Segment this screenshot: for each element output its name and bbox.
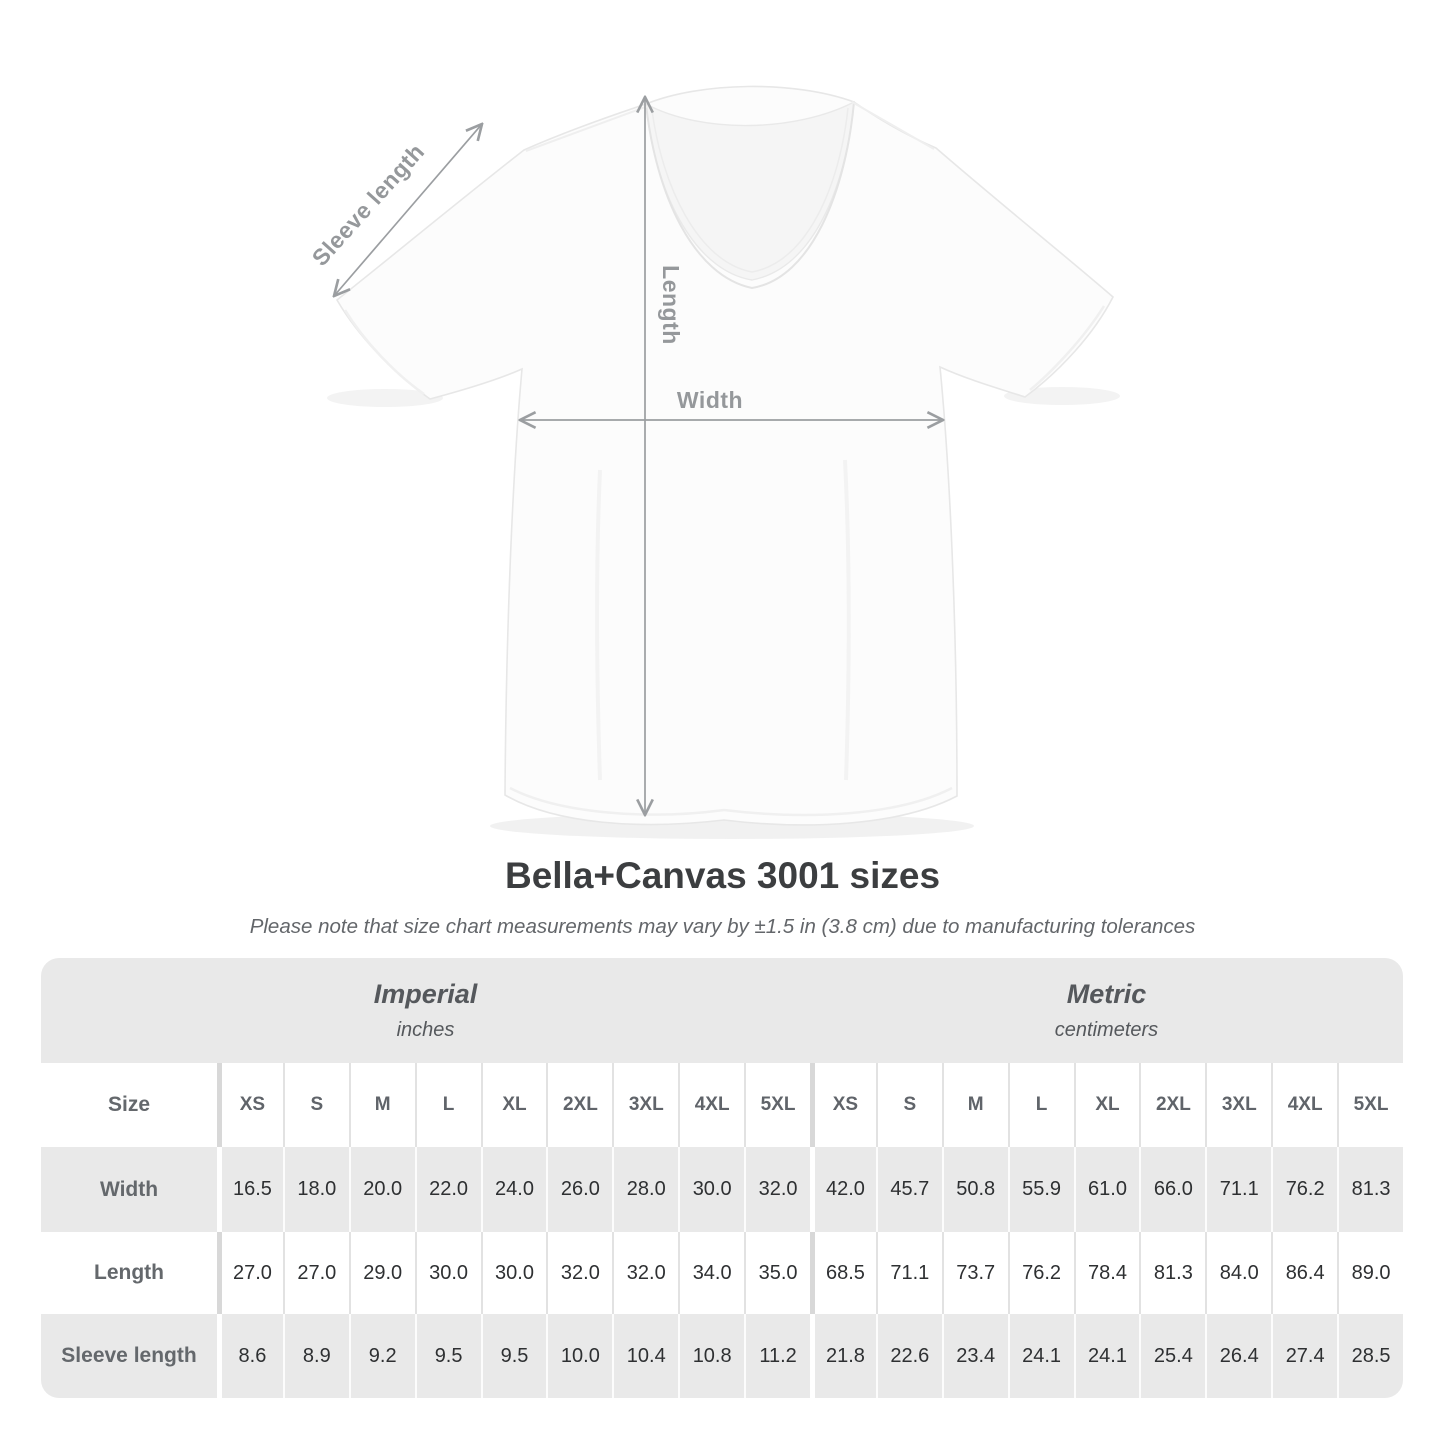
size-table (41, 958, 1403, 1398)
size-column-header: 3XL (612, 1063, 678, 1147)
value-cell: 26.4 (1205, 1314, 1271, 1398)
value-cell: 10.4 (612, 1314, 678, 1398)
value-cell: 10.0 (546, 1314, 612, 1398)
size-column-header: 2XL (1139, 1063, 1205, 1147)
value-cell: 21.8 (810, 1314, 876, 1398)
value-cell: 27.0 (217, 1232, 283, 1314)
value-cell: 50.8 (942, 1147, 1008, 1232)
length-label: Length (658, 265, 684, 345)
value-cell: 71.1 (1205, 1147, 1271, 1232)
value-cell: 22.0 (415, 1147, 481, 1232)
size-column-header: 3XL (1205, 1063, 1271, 1147)
value-cell: 32.0 (612, 1232, 678, 1314)
width-label: Width (676, 387, 744, 413)
value-cell: 26.0 (546, 1147, 612, 1232)
value-cell: 32.0 (744, 1147, 810, 1232)
value-cell: 73.7 (942, 1232, 1008, 1314)
value-cell: 18.0 (283, 1147, 349, 1232)
value-cell: 9.2 (349, 1314, 415, 1398)
value-cell: 68.5 (810, 1232, 876, 1314)
shirt-graphic (337, 86, 1113, 824)
size-column-header: L (1008, 1063, 1074, 1147)
value-cell: 9.5 (481, 1314, 547, 1398)
value-cell: 11.2 (744, 1314, 810, 1398)
size-row-label: Size (41, 1063, 217, 1147)
size-column-header: XL (481, 1063, 547, 1147)
value-cell: 10.8 (678, 1314, 744, 1398)
value-cell: 34.0 (678, 1232, 744, 1314)
value-cell: 30.0 (415, 1232, 481, 1314)
metric-sublabel: centimeters (1054, 1019, 1159, 1041)
value-cell: 29.0 (349, 1232, 415, 1314)
value-cell: 84.0 (1205, 1232, 1271, 1314)
value-cell: 76.2 (1271, 1147, 1337, 1232)
size-column-header: XS (217, 1063, 283, 1147)
value-cell: 22.6 (876, 1314, 942, 1398)
unit-group-metric (810, 958, 1403, 1063)
page-subtitle: Please note that size chart measurements may vary by ±1.5 in (3.8 cm) due to manufacturing tolerances (249, 915, 1196, 938)
value-cell: 45.7 (876, 1147, 942, 1232)
value-cell: 24.1 (1074, 1314, 1140, 1398)
value-cell: 61.0 (1074, 1147, 1140, 1232)
size-column-header: M (349, 1063, 415, 1147)
value-cell: 86.4 (1271, 1232, 1337, 1314)
value-cell: 76.2 (1008, 1232, 1074, 1314)
value-cell: 27.4 (1271, 1314, 1337, 1398)
size-column-header: 2XL (546, 1063, 612, 1147)
row-label-sleeve-length: Sleeve length (41, 1314, 217, 1398)
value-cell: 35.0 (744, 1232, 810, 1314)
value-cell: 24.0 (481, 1147, 547, 1232)
size-column-header: M (942, 1063, 1008, 1147)
value-cell: 20.0 (349, 1147, 415, 1232)
value-cell: 42.0 (810, 1147, 876, 1232)
value-cell: 32.0 (546, 1232, 612, 1314)
value-cell: 28.5 (1337, 1314, 1403, 1398)
row-label-width: Width (41, 1147, 217, 1232)
value-cell: 16.5 (217, 1147, 283, 1232)
sleeve-length-label: Sleeve length (306, 138, 430, 271)
imperial-label: Imperial (373, 979, 478, 1009)
value-cell: 81.3 (1139, 1232, 1205, 1314)
imperial-sublabel: inches (396, 1019, 455, 1041)
size-column-header: L (415, 1063, 481, 1147)
value-cell: 89.0 (1337, 1232, 1403, 1314)
value-cell: 25.4 (1139, 1314, 1205, 1398)
size-column-header: 4XL (1271, 1063, 1337, 1147)
value-cell: 27.0 (283, 1232, 349, 1314)
size-column-header: 5XL (1337, 1063, 1403, 1147)
value-cell: 81.3 (1337, 1147, 1403, 1232)
size-column-header: S (283, 1063, 349, 1147)
value-cell: 30.0 (481, 1232, 547, 1314)
page-title: Bella+Canvas 3001 sizes (504, 855, 941, 896)
value-cell: 8.6 (217, 1314, 283, 1398)
size-column-header: 5XL (744, 1063, 810, 1147)
value-cell: 23.4 (942, 1314, 1008, 1398)
value-cell: 71.1 (876, 1232, 942, 1314)
size-column-header: XS (810, 1063, 876, 1147)
row-label-length: Length (41, 1232, 217, 1314)
metric-label: Metric (1066, 979, 1147, 1009)
value-cell: 28.0 (612, 1147, 678, 1232)
value-cell: 30.0 (678, 1147, 744, 1232)
value-cell: 55.9 (1008, 1147, 1074, 1232)
value-cell: 66.0 (1139, 1147, 1205, 1232)
size-column-header: 4XL (678, 1063, 744, 1147)
size-column-header: XL (1074, 1063, 1140, 1147)
value-cell: 9.5 (415, 1314, 481, 1398)
size-column-header: S (876, 1063, 942, 1147)
unit-group-imperial (41, 958, 810, 1063)
value-cell: 8.9 (283, 1314, 349, 1398)
value-cell: 78.4 (1074, 1232, 1140, 1314)
value-cell: 24.1 (1008, 1314, 1074, 1398)
